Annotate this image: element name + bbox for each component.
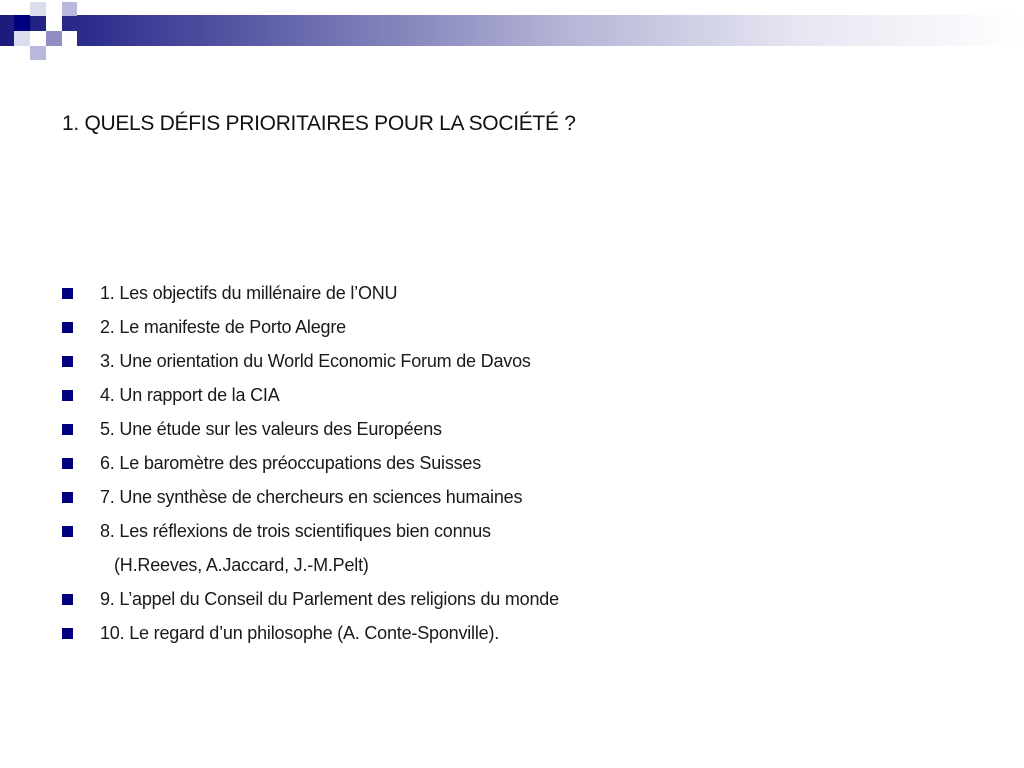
list-item bbox=[62, 416, 559, 450]
deco-square bbox=[30, 31, 46, 46]
list-item-text: 2. Le manifeste de Porto Alegre bbox=[100, 317, 346, 337]
list-item-text: 6. Le baromètre des préoccupations des Suisses bbox=[100, 453, 482, 473]
deco-square bbox=[30, 2, 46, 16]
list-item bbox=[62, 552, 559, 586]
list-item-text: 4. Un rapport de la CIA bbox=[100, 385, 280, 405]
deco-square bbox=[46, 15, 62, 31]
bullet-list bbox=[62, 280, 559, 654]
header-gradient-band bbox=[0, 15, 1024, 46]
list-item bbox=[62, 620, 559, 654]
list-item bbox=[62, 586, 559, 620]
square-bullet-icon bbox=[62, 322, 73, 333]
deco-square bbox=[62, 2, 77, 16]
list-item-text: 1. Les objectifs du millénaire de l’ONU bbox=[100, 283, 398, 303]
list-item bbox=[62, 280, 559, 314]
list-item-text: 8. Les réflexions de trois scientifiques bien connus bbox=[100, 521, 491, 541]
square-bullet-icon bbox=[62, 526, 73, 537]
list-item-text: 10. Le regard d’un philosophe (A. Conte-Sponville). bbox=[100, 623, 500, 643]
square-bullet-icon bbox=[62, 390, 73, 401]
square-bullet-icon bbox=[62, 628, 73, 639]
square-bullet-icon bbox=[62, 424, 73, 435]
list-item bbox=[62, 484, 559, 518]
deco-square bbox=[30, 46, 46, 60]
list-item-text: 3. Une orientation du World Economic Forum de Davos bbox=[100, 351, 531, 371]
square-bullet-icon bbox=[62, 288, 73, 299]
deco-square bbox=[14, 15, 30, 31]
list-item-text: 7. Une synthèse de chercheurs en sciences humaines bbox=[100, 487, 523, 507]
list-item bbox=[62, 314, 559, 348]
list-item-text: 5. Une étude sur les valeurs des Européens bbox=[100, 419, 442, 439]
list-item bbox=[62, 518, 559, 552]
list-item bbox=[62, 382, 559, 416]
list-item-text: 9. L’appel du Conseil du Parlement des religions du monde bbox=[100, 589, 559, 609]
deco-square bbox=[62, 31, 77, 46]
square-bullet-icon bbox=[62, 492, 73, 503]
slide-title: 1. QUELS DÉFIS PRIORITAIRES POUR LA SOCIÉTÉ ? bbox=[62, 112, 576, 135]
square-bullet-icon bbox=[62, 458, 73, 469]
list-item bbox=[62, 348, 559, 382]
square-bullet-icon bbox=[62, 594, 73, 605]
deco-square bbox=[14, 31, 30, 46]
list-item-text: (H.Reeves, A.Jaccard, J.-M.Pelt) bbox=[114, 555, 369, 575]
list-item bbox=[62, 450, 559, 484]
deco-square bbox=[46, 31, 62, 46]
square-bullet-icon bbox=[62, 356, 73, 367]
